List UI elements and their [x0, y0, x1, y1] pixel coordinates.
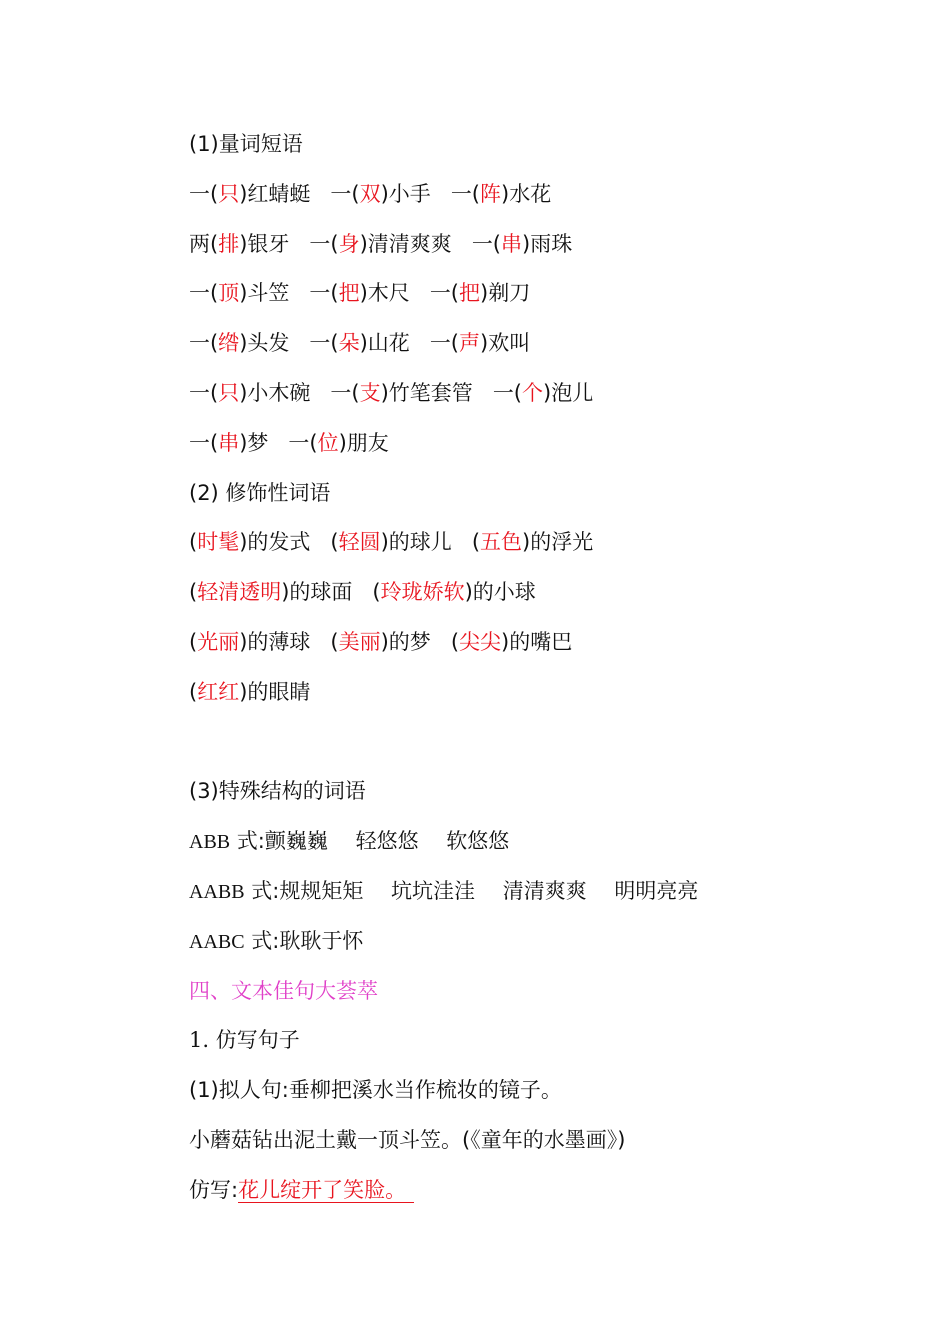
modifier-row	[189, 522, 889, 572]
structure-words: 规规矩矩 坑坑洼洼 清清爽爽 明明亮亮	[279, 878, 699, 903]
phrase-text: 一(	[429, 331, 460, 356]
structure-aabc	[189, 921, 889, 971]
phrase-text: )泡儿	[543, 380, 594, 405]
phrase-text: 一(	[330, 181, 360, 206]
phrase-text: 一(	[309, 231, 339, 256]
phrase-text: 一(	[450, 181, 481, 206]
phrase-text: )斗笠	[239, 281, 290, 306]
phrase-text: )头发	[239, 331, 290, 356]
measure-row	[189, 224, 889, 274]
phrase-text: )银牙	[239, 231, 290, 256]
structure-tag: AABB	[189, 880, 245, 903]
structure-label: 式:	[230, 829, 265, 854]
imitation-question: (1)拟人句:垂柳把溪水当作梳妆的镜子。	[189, 1078, 562, 1103]
answer-text: 红红	[197, 679, 240, 704]
phrase	[493, 373, 593, 413]
phrase-text: 一(	[429, 281, 460, 306]
phrase-text: 一(	[492, 380, 523, 405]
answer-text: 支	[359, 380, 381, 405]
answer-text: 个	[522, 380, 544, 405]
phrase-text: )朋友	[338, 430, 389, 455]
document-page	[189, 124, 889, 1220]
answer-text: 声	[459, 331, 481, 356]
phrase-text: )小手	[380, 181, 431, 206]
phrase-text: )的小球	[464, 580, 536, 605]
phrase-text: 一(	[189, 181, 219, 206]
phrase	[189, 323, 289, 363]
phrase-text: 一(	[309, 331, 339, 356]
phrase-text: 一(	[288, 430, 318, 455]
phrase	[472, 522, 593, 562]
phrase-text: )小木碗	[239, 380, 311, 405]
structure-words: 颤巍巍 轻悠悠 软悠悠	[264, 829, 510, 854]
phrase-text: )山花	[359, 331, 410, 356]
answer-text: 把	[338, 281, 360, 306]
measure-row	[189, 323, 889, 373]
section-1-title: (1)量词短语	[189, 132, 303, 156]
phrase-text: (	[189, 679, 198, 704]
phrase-text: )的薄球	[239, 629, 311, 654]
phrase	[189, 423, 268, 463]
answer-text: 把	[459, 281, 481, 306]
phrase	[451, 174, 551, 214]
phrase-text: )的嘴巴	[501, 629, 573, 654]
phrase-text: 两(	[189, 231, 219, 256]
phrase-text: 一(	[471, 231, 502, 256]
imitation-example: 小蘑菇钻出泥土戴一顶斗笠。(《童年的水墨画》)	[189, 1127, 626, 1152]
phrase	[430, 273, 530, 313]
phrase	[189, 174, 310, 214]
structure-aabb	[189, 871, 889, 921]
structure-words: 耿耿于怀	[279, 928, 364, 953]
phrase-text: 一(	[189, 331, 219, 356]
phrase-text: )剃刀	[480, 281, 531, 306]
phrase-text: )梦	[239, 430, 269, 455]
phrase-text: (	[189, 530, 198, 555]
measure-row	[189, 373, 889, 423]
phrase	[330, 373, 472, 413]
phrase-text: )的眼睛	[239, 679, 311, 704]
phrase	[309, 323, 409, 363]
answer-text: 只	[218, 181, 240, 206]
phrase-text: 一(	[189, 281, 219, 306]
answer-text: 轻圆	[338, 530, 381, 555]
section-4-title: 四、文本佳句大荟萃	[189, 978, 378, 1003]
answer-text: 身	[338, 231, 360, 256]
phrase	[330, 622, 430, 662]
phrase	[451, 622, 572, 662]
phrase-text: )的梦	[380, 629, 431, 654]
phrase	[288, 423, 388, 463]
structure-label: 式:	[244, 928, 280, 953]
answer-text: 美丽	[338, 629, 381, 654]
answer-text: 串	[218, 430, 240, 455]
phrase	[330, 522, 451, 562]
answer-text: 光丽	[197, 629, 240, 654]
imitation-label: 仿写:	[189, 1177, 239, 1202]
phrase-text: )的球面	[281, 580, 353, 605]
phrase-text: 一(	[189, 380, 219, 405]
phrase-text: )欢叫	[480, 331, 531, 356]
answer-text: 朵	[338, 331, 360, 356]
phrase	[189, 622, 310, 662]
answer-text: 双	[359, 181, 381, 206]
structure-tag: ABB	[189, 831, 231, 854]
blank-line	[189, 722, 889, 772]
structure-label: 式:	[244, 878, 280, 903]
phrase-text: (	[330, 530, 339, 555]
modifier-row	[189, 672, 889, 722]
phrase	[189, 672, 310, 712]
phrase-text: (	[330, 629, 339, 654]
answer-text: 只	[218, 380, 240, 405]
structure-tag: AABC	[189, 930, 245, 953]
imitation-answer-line	[189, 1170, 889, 1220]
imitation-answer: 花儿绽开了笑脸。	[238, 1178, 414, 1203]
phrase-text: (	[471, 530, 481, 555]
phrase	[309, 224, 451, 264]
measure-word-list	[189, 174, 889, 473]
phrase	[330, 174, 430, 214]
answer-text: 玲珑娇软	[380, 580, 465, 605]
phrase-text: )的发式	[239, 530, 311, 555]
phrase-text: )的浮光	[522, 530, 594, 555]
phrase-text: (	[189, 580, 198, 605]
modifier-row	[189, 572, 889, 622]
phrase-text: 一(	[309, 281, 339, 306]
phrase	[372, 572, 535, 612]
section-2-title: (2) 修饰性词语	[189, 480, 331, 505]
modifier-row	[189, 622, 889, 672]
phrase-text: )红蜻蜓	[239, 181, 311, 206]
phrase-text: (	[450, 629, 460, 654]
answer-text: 串	[501, 231, 523, 256]
structure-abb	[189, 821, 889, 871]
answer-text: 阵	[480, 181, 502, 206]
phrase-text: 一(	[330, 380, 360, 405]
section-3-title: (3)特殊结构的词语	[189, 779, 366, 804]
phrase-text: )雨珠	[522, 231, 573, 256]
phrase-text: (	[372, 580, 381, 605]
answer-text: 轻清透明	[197, 580, 282, 605]
phrase	[189, 373, 310, 413]
phrase	[189, 273, 289, 313]
phrase	[189, 572, 352, 612]
phrase-text: (	[189, 629, 198, 654]
phrase	[472, 224, 572, 264]
phrase-text: )的球儿	[380, 530, 452, 555]
measure-row	[189, 174, 889, 224]
phrase-text: )水花	[501, 181, 552, 206]
phrase-text: 一(	[189, 430, 219, 455]
phrase	[189, 224, 289, 264]
section-4-subtitle: 1. 仿写句子	[189, 1028, 300, 1053]
answer-text: 尖尖	[459, 629, 502, 654]
answer-text: 五色	[480, 530, 523, 555]
answer-text: 位	[317, 430, 339, 455]
phrase	[309, 273, 409, 313]
measure-row	[189, 273, 889, 323]
answer-text: 时髦	[197, 530, 240, 555]
measure-row	[189, 423, 889, 473]
phrase-text: )木尺	[359, 281, 410, 306]
phrase-text: )竹笔套管	[380, 380, 473, 405]
phrase-text: )清清爽爽	[359, 231, 452, 256]
answer-text: 顶	[218, 281, 240, 306]
phrase	[189, 522, 310, 562]
modifier-word-list	[189, 522, 889, 721]
answer-text: 排	[218, 231, 240, 256]
phrase	[430, 323, 530, 363]
answer-text: 绺	[218, 331, 240, 356]
